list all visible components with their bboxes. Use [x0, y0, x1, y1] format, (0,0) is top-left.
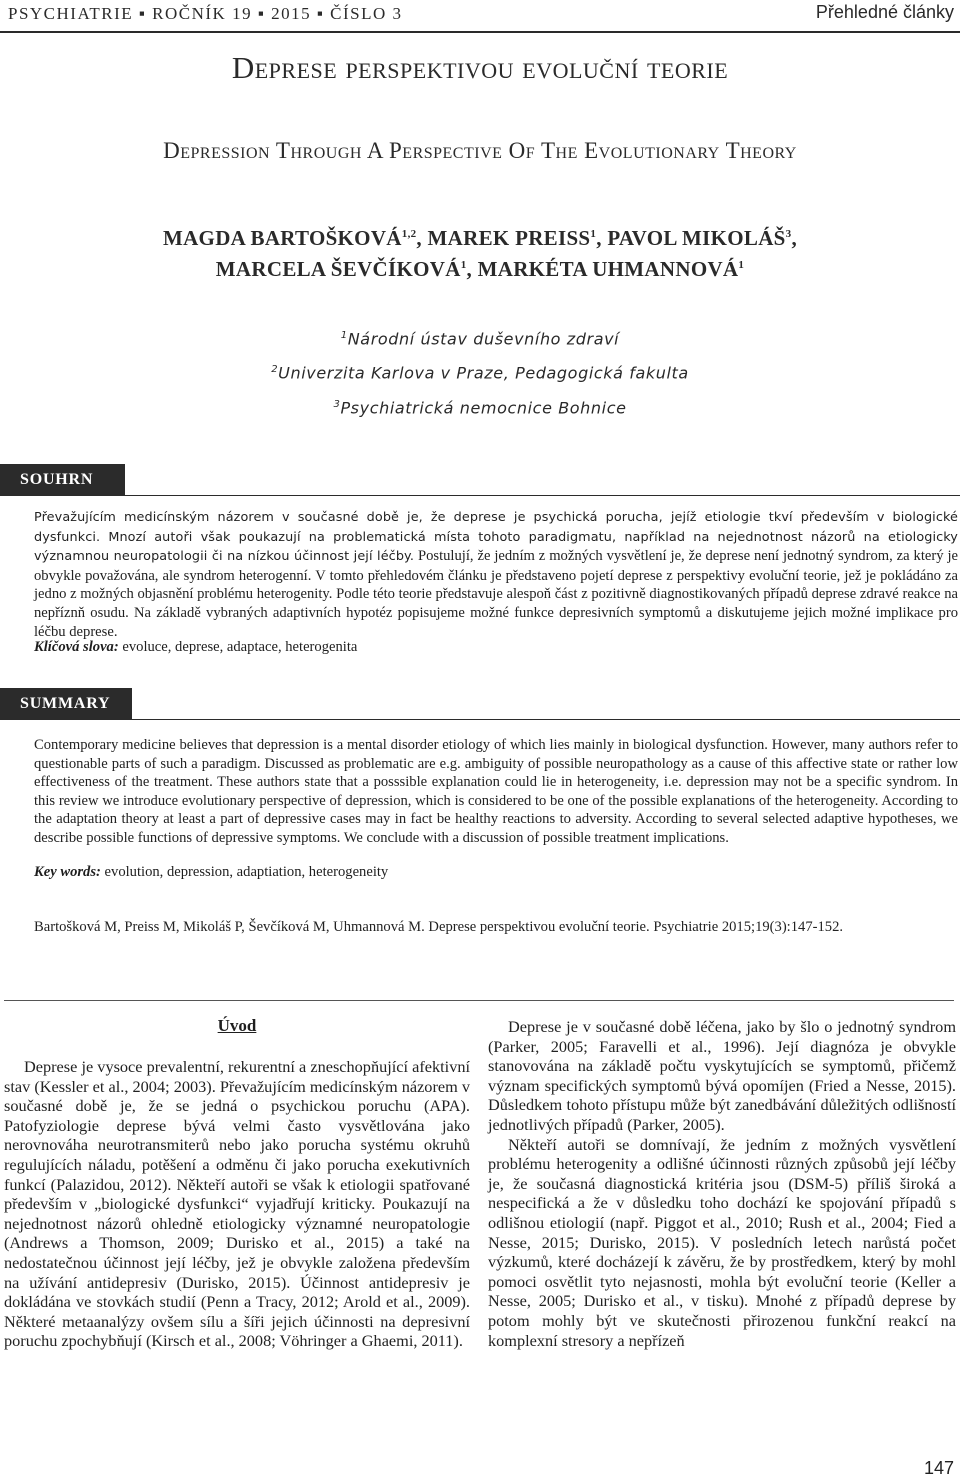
running-header — [8, 4, 403, 24]
author-name: MARKÉTA UHMANNOVÁ — [477, 257, 739, 281]
affiliation — [0, 354, 960, 388]
year: 2015 — [271, 4, 312, 23]
keywords-value: evoluce, deprese, adaptace, heterogenita — [118, 639, 358, 655]
affiliation-text: Univerzita Karlova v Praze, Pedagogická fakulta — [278, 363, 689, 383]
author-line-2: MARCELA ŠEVČÍKOVÁ$^1$, MARKÉTA UHMANNOVÁ$^1$ — [215, 257, 745, 281]
affiliation-text: Psychiatrická nemocnice Bohnice — [340, 397, 627, 417]
souhrn-abstract — [34, 508, 958, 641]
section-rule — [0, 719, 960, 720]
summary-heading: SUMMARY — [0, 688, 132, 720]
souhrn-heading: SOUHRN — [0, 464, 125, 496]
keywords-label: Klíčová slova: — [34, 639, 119, 655]
citation: Bartošková M, Preiss M, Mikoláš P, Ševčíková M, Uhmannová M. Deprese perspektivou evoluční teorie. Psychiatrie 2015;19(3):147-152. — [34, 919, 844, 935]
keywords-value: evolution, depression, adaptiation, heterogeneity — [100, 864, 389, 880]
paragraph: Deprese je v současné době léčena, jako by šlo o jednotný syndrom (Parker, 2005; Faravelli et al., 1996). Její diagnóza je obvykle stanovována na základě počtu vyskytujících se symptomů, přičemž význam specifických symptomů bývá opomíjen (Fried a Nesse, 2015). Důsledkem tohoto přístupu může být zanedbávání důležitých odlišností jednotlivých případů (Parker, 2005). — [488, 1017, 956, 1134]
souhrn-text-part1: Převažujícím medicínským názorem v současné době je, že deprese je psychická porucha, jejíž etiologie tkví především v biologické dysfunkci. Mnozí autoři však poukazují na problematická místa tohoto paradigmatu, například na nejednotnost názorů na etiologicky významnou neuropatologii či na nízkou účinnost její léčby. — [34, 510, 958, 565]
affiliation — [0, 320, 960, 354]
souhrn-keywords — [34, 639, 357, 656]
issue: ČÍSLO 3 — [330, 4, 403, 23]
journal-name: PSYCHIATRIE — [8, 4, 134, 23]
volume: ROČNÍK 19 — [152, 4, 253, 23]
article-title-english: Depression Through A Perspective Of The Evolutionary Theory — [163, 138, 797, 163]
page-number: 147 — [923, 1458, 954, 1478]
affiliation — [0, 389, 960, 423]
author-affiliation-mark: 1 — [738, 259, 745, 271]
separator-glyph: ▪ — [316, 4, 325, 23]
paragraph: Deprese je vysoce prevalentní, rekurentní a zneschopňující afektivní stav (Kessler et al., 2004; 2003). Převažujícím medicínským názorem v současné době je, že se jedná o psychickou poruchu (APA). Patofyziologie deprese bývá velmi často vysvětlována jako nerovnováha neurotransmiterů nebo jako porucha systému okruhů regulujících náladu, potěšení a odměnu či jako porucha exekutivních funkcí (Palazidou, 2012). Někteří autoři se však k etiologii spatřované především v „biologické dysfunkci“ vyjadřují kriticky. Poukazují na nejednotnost názorů ohledně etiologicky významné neuropatologie (Andrews a Thomson, 2009; Durisko et al., 2015) a také na nedostatečnou účinnost její léčby, jež je obvykle založena především na užívání antidepresiv (Durisko, 2015). Účinnost antidepresiv je dokládána ve stovkách studií (Penn a Tracy, 2012; Arold et al., 2009). Některé metaanalýzy ovšem sílu a šíři jejich účinnosti na depresivní poruchu zpochybňují (Kirsch et al., 2008; Vöhringer a Ghaemi, 2011). — [4, 1057, 470, 1351]
section-rule — [0, 495, 960, 496]
body-column-right — [488, 1017, 956, 1350]
separator-glyph: ▪ — [257, 4, 266, 23]
author-line-1: MAGDA BARTOŠKOVÁ$^{1,2}$, MAREK PREISS$^1$, PAVOL MIKOLÁŠ$^3$, — [162, 226, 798, 250]
author-name: MARCELA ŠEVČÍKOVÁ — [215, 257, 461, 281]
author-name: MAGDA BARTOŠKOVÁ — [162, 226, 402, 250]
header-rule — [0, 31, 960, 33]
summary-keywords — [34, 864, 388, 881]
author-list — [0, 221, 960, 283]
section-label: Přehledné články — [815, 2, 954, 22]
separator-glyph: ▪ — [138, 4, 147, 23]
author-affiliation-mark: 1 — [460, 259, 467, 271]
separator-rule — [4, 1000, 954, 1001]
summary-abstract: Contemporary medicine believes that depression is a mental disorder etiology of which lies mainly in biological dysfunction. However, many authors refer to questionable parts of such a paradigm. Discussed as problematic are e.g. ambiguity of possible neuropathology as a cause of this affective state or rather low effectiveness of the treatment. These authors state that a posssible explanation could lie in heterogeneity, i.e. depression may not be a specific syndrom. In this review we introduce evolutionary perspective of depression, which is considered to be one of the possible explanations of the heterogeneity. According to the adaptation theory at least a part of depressive cases may in fact be healthy reactions to adversity. According to several selected adaptive hypotheses, we describe possible functions of depressive symptoms. We conclude with a discussion of possible treatment implications. — [34, 737, 958, 846]
author-affiliation-mark: 3 — [785, 228, 792, 240]
affiliation-text: Národní ústav duševního zdraví — [347, 329, 620, 349]
author-name: MAREK PREISS — [427, 226, 591, 250]
affiliation-mark: 1 — [340, 330, 348, 341]
body-column-left — [4, 1057, 470, 1351]
souhrn-text-part2: Postulují, že jedním z možných vysvětlení je, že deprese není jednotný syndrom, za který je obvykle považována, ale syndrom heterogenní. V tomto přehledovém článku je představeno pojetí deprese z perspektivy evoluční teorie, jež je pokládáno za jedno z možných objasnění problému heterogenity. Podle této teorie představuje alespoň část z pozitivně diagnostikovaných případů deprese zdravé reakce na nepříznň osudu. Na základě vybraných adaptivních hypotéz popisujeme možné funkce depresivních symptomů a diskutujeme jejich možné implikace pro léčbu deprese. — [34, 548, 958, 640]
author-affiliation-mark: 1,2 — [401, 228, 417, 240]
paragraph: Někteří autoři se domnívají, že jedním z možných vysvětlení problému heterogenity a odlišné účinnosti různých způsobů její léčby je, že současná diagnostická kritéria jsou (DSM-5) příliš široká a nespecifická a že v důsledku toho dochází ke spojování případů s odlišnou etiologií (např. Piggot et al., 2010; Rush et al., 2004; Fied a Nesse, 2015; Durisko, 2015). V posledních letech narůstá počet výzkumů, které docházejí k závěru, že by prostředkem, který by mohl pomoci osvětlit tyto nejasnosti, mohla být evoluční teorie (Keller a Nesse, 2005; Durisko et al., v tisku). Mnohé z případů deprese by potom mohly být ve skutečnosti přirozenou funkční reakcí na komplexní stresory a nepřízeň — [488, 1134, 956, 1350]
affiliation-list — [0, 320, 960, 423]
affiliation-mark: 3 — [333, 398, 341, 410]
author-name: PAVOL MIKOLÁŠ — [607, 226, 786, 250]
intro-heading: Úvod — [217, 1016, 257, 1035]
article-title: Deprese perspektivou evoluční teorie — [231, 50, 729, 85]
affiliation-mark: 2 — [271, 364, 279, 376]
keywords-label: Key words: — [34, 864, 101, 880]
author-affiliation-mark: 1 — [590, 228, 597, 240]
